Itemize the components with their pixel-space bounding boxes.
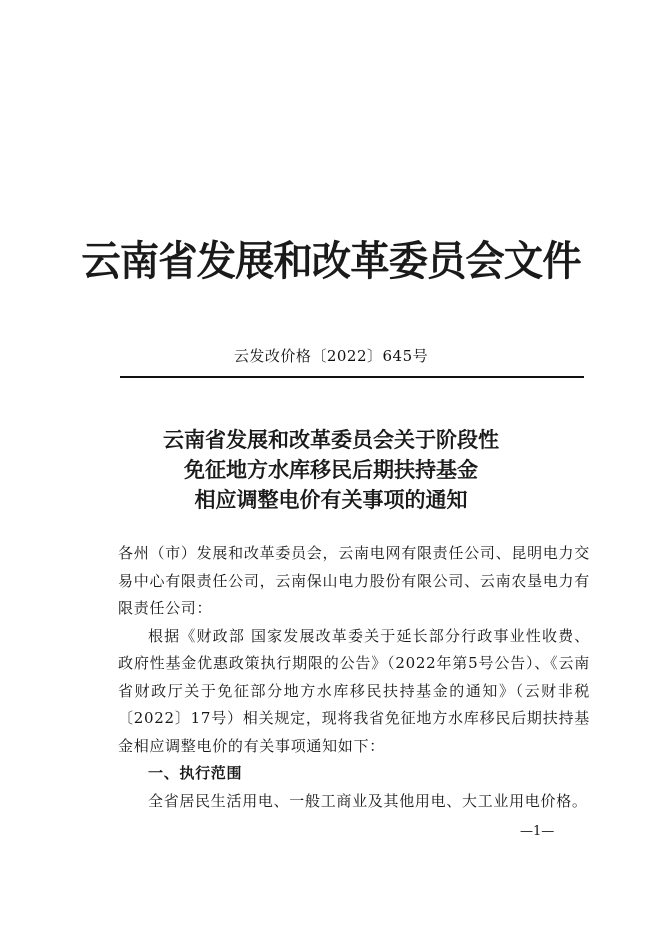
section-heading-scope: 一、执行范围	[148, 764, 243, 782]
issuing-authority-header: 云南省发展和改革委员会文件	[81, 237, 581, 285]
section-scope-text: 全省居民生活用电、一般工商业及其他用电、大工业用电价格。	[148, 791, 588, 810]
document-title-line-3: 相应调整电价有关事项的通知	[194, 487, 468, 512]
basis-paragraph: 根据《财政部 国家发展改革委关于延长部分行政事业性收费、政府性基金优惠政策执行期限的公告》（2022年第5号公告）、《云南省财政厅关于免征部分地方水库移民扶持基金的通知》（云财非税〔2022〕17号）相关规定，现将我省免征地方水库移民后期扶持基金相应调整电价的有关事项通知如下：	[118, 626, 590, 755]
document-number: 云发改价格〔2022〕645号	[233, 347, 429, 365]
document-title-line-2: 免征地方水库移民后期扶持基金	[184, 457, 478, 482]
document-title-line-1: 云南省发展和改革委员会关于阶段性	[163, 427, 499, 452]
header-divider-line	[120, 376, 584, 378]
addressees-paragraph: 各州（市）发展和改革委员会，云南电网有限责任公司、昆明电力交易中心有限责任公司，云南保山电力股份有限公司、云南农垦电力有限责任公司：	[118, 544, 590, 617]
page-number: —1—	[520, 824, 555, 839]
document-title	[0, 425, 662, 515]
document-body	[118, 540, 590, 815]
